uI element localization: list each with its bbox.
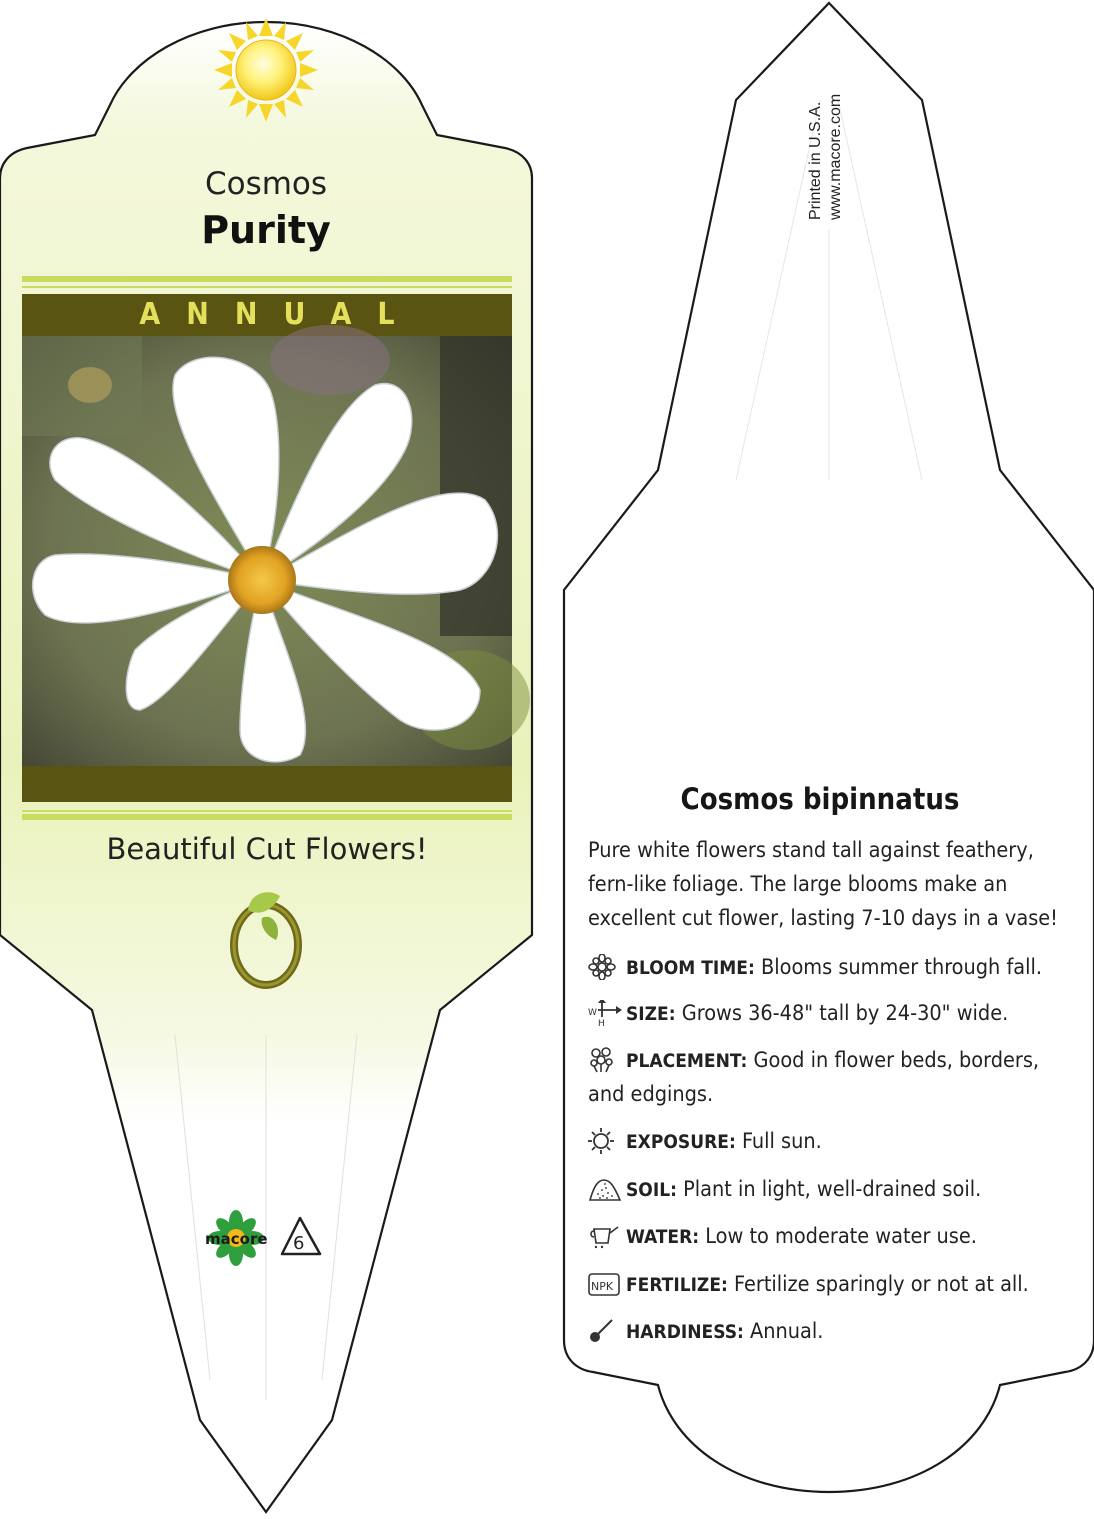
attr-water [588, 1220, 1068, 1254]
attr-label: PLACEMENT: [626, 1050, 748, 1072]
water-icon [588, 1223, 622, 1249]
attr-label: SOIL: [626, 1179, 677, 1201]
printed-info [806, 94, 846, 220]
attr-size [588, 997, 1068, 1031]
size-icon-w: W [588, 1008, 597, 1018]
size-icon-h: H [598, 1019, 605, 1026]
brand-name: macore [205, 1230, 268, 1248]
attr-soil [588, 1173, 1068, 1207]
website-url: www.macore.com [827, 93, 844, 220]
attr-fertilize [588, 1268, 1068, 1302]
attr-value: Good in flower beds, borders, and edgings. [588, 1048, 1040, 1107]
sun-icon [214, 18, 318, 122]
attr-value: Plant in light, well-drained soil. [683, 1177, 982, 1202]
hardiness-icon [588, 1318, 622, 1344]
attr-value: Blooms summer through fall. [760, 955, 1043, 980]
attr-label: WATER: [626, 1226, 700, 1248]
tagline: Beautiful Cut Flowers! [106, 832, 428, 866]
attr-label: HARDINESS: [626, 1321, 744, 1343]
attr-label: SIZE: [626, 1003, 676, 1025]
attr-label: EXPOSURE: [626, 1131, 736, 1153]
exposure-icon [588, 1128, 622, 1154]
fertilize-icon [588, 1271, 622, 1297]
soil-icon [588, 1176, 622, 1202]
attr-exposure [588, 1125, 1068, 1159]
fertilize-icon-text: NPK [591, 1280, 614, 1293]
attr-value: Annual. [750, 1319, 824, 1344]
plant-genus: Cosmos [204, 166, 328, 202]
size-icon [588, 1000, 622, 1026]
scientific-name: Cosmos bipinnatus [680, 782, 960, 816]
recycle-code: 6 [293, 1233, 305, 1254]
printed-country: Printed in U.S.A. [807, 101, 824, 220]
attr-value: Low to moderate water use. [705, 1224, 977, 1249]
flower-photo [22, 325, 530, 766]
attr-value: Grows 36-48" tall by 24-30" wide. [681, 1001, 1009, 1026]
attr-label: FERTILIZE: [626, 1274, 728, 1296]
attr-bloom-time [588, 951, 1068, 985]
attr-placement [588, 1044, 1068, 1112]
plant-variety: Purity [201, 208, 331, 252]
attr-value: Full sun. [741, 1129, 822, 1154]
attr-hardiness [588, 1315, 1068, 1349]
attr-label: BLOOM TIME: [626, 957, 755, 979]
attr-value: Fertilize sparingly or not at all. [734, 1272, 1029, 1297]
plant-category: ANNUAL [139, 297, 421, 332]
bloom-time-icon [588, 954, 622, 980]
plant-description: Pure white flowers stand tall against feathery, fern-like foliage. The large blooms make an excellent cut flower, lasting 7-10 days in a vase! [588, 838, 1058, 931]
placement-icon [588, 1047, 622, 1073]
